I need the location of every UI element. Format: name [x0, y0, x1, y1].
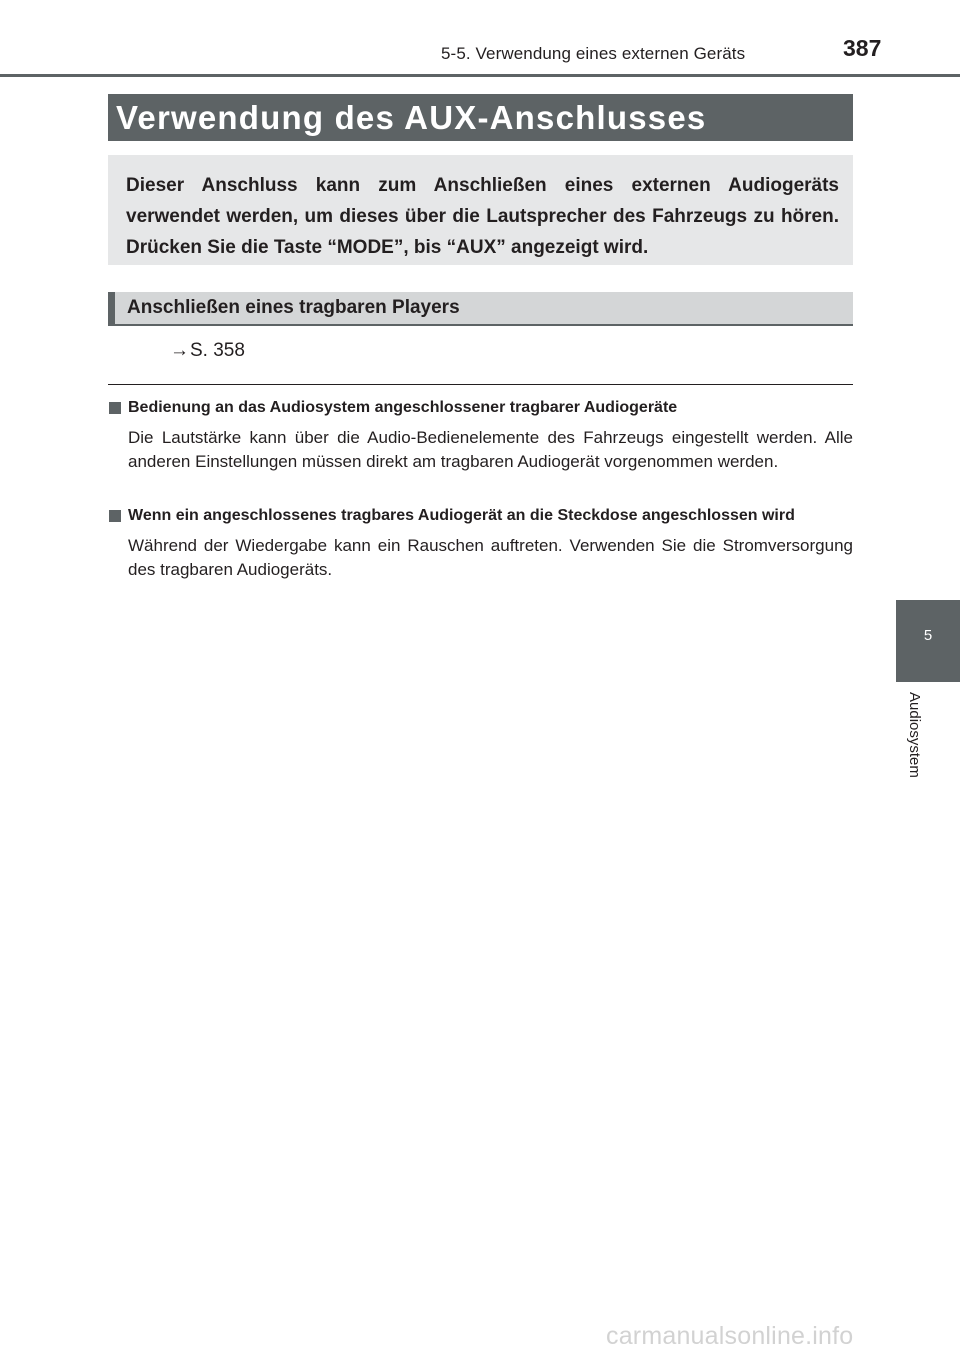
note-body: Die Lautstärke kann über die Audio-Bedienelemente des Fahrzeugs eingestellt werden. Alle anderen Einstellungen müssen direkt am tragbaren Audiogerät vorgenommen werden. — [128, 428, 853, 471]
note-2 — [108, 504, 853, 582]
square-bullet-icon — [109, 402, 121, 414]
subsection-accent — [108, 292, 115, 324]
subsection-title-bar — [108, 292, 853, 326]
page-reference[interactable] — [170, 340, 245, 362]
section-title-bar — [108, 94, 853, 141]
section-title: Verwendung des AUX-Anschlusses — [116, 99, 707, 136]
intro-box — [108, 155, 853, 265]
note-body: Während der Wiedergabe kann ein Rauschen auftreten. Verwenden Sie die Stromversorgung des tragbaren Audiogeräts. — [128, 536, 853, 579]
header-rule — [0, 74, 960, 77]
note-1 — [108, 396, 853, 474]
note-heading-text: Wenn ein angeschlossenes tragbares Audiogerät an die Steckdose angeschlossen wird — [128, 507, 795, 524]
chapter-tab-label — [903, 692, 923, 802]
note-heading-text: Bedienung an das Audiosystem angeschlossener tragbarer Audiogeräte — [128, 399, 678, 416]
divider-rule — [108, 384, 853, 385]
header-chapter-title: 5-5. Verwendung eines externen Geräts — [441, 44, 746, 63]
square-bullet-icon — [109, 510, 121, 522]
watermark: carmanualsonline.info — [606, 1322, 854, 1350]
note-heading — [108, 396, 853, 420]
chapter-tab[interactable] — [896, 600, 960, 682]
chapter-tab-label-text: Audiosystem — [906, 692, 923, 778]
subsection-title: Anschließen eines tragbaren Players — [127, 297, 460, 318]
page-number: 387 — [843, 35, 882, 61]
arrow-right-icon: → — [170, 340, 189, 361]
intro-text: Dieser Anschluss kann zum Anschließen eines externen Audiogeräts verwendet werden, um dieses über die Lautsprecher des Fahrzeugs zu hören. Drücken Sie die Taste “MODE”, bis “AUX” angezeigt wird. — [126, 175, 839, 258]
note-heading — [108, 504, 853, 528]
page-reference-text: S. 358 — [190, 340, 245, 361]
chapter-tab-number: 5 — [923, 627, 933, 644]
